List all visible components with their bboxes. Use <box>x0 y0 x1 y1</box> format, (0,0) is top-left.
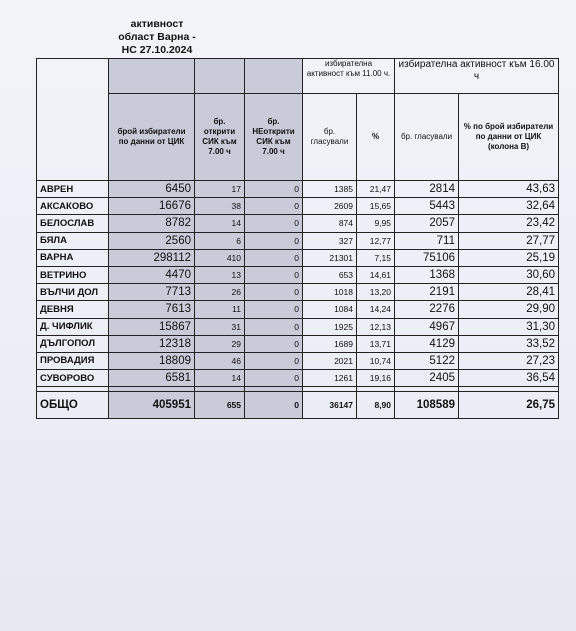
cell-voted-16: 711 <box>395 232 459 249</box>
cell-opened: 38 <box>195 198 245 215</box>
cell-not-opened: 0 <box>245 284 303 301</box>
cell-voted-11: 653 <box>303 266 357 283</box>
cell-opened: 6 <box>195 232 245 249</box>
cell-voted-11: 2609 <box>303 198 357 215</box>
table-row <box>37 335 559 352</box>
cell-opened: 14 <box>195 215 245 232</box>
cell-opened: 13 <box>195 266 245 283</box>
cell-voters: 18809 <box>109 352 195 369</box>
cell-opened: 26 <box>195 284 245 301</box>
header-row-sub <box>37 94 559 181</box>
header-name-cell <box>37 59 109 181</box>
cell-pct-11: 13,71 <box>357 335 395 352</box>
cell-not-opened: 0 <box>245 249 303 266</box>
total-pct-16: 26,75 <box>459 392 559 419</box>
cell-not-opened: 0 <box>245 266 303 283</box>
municipality-name: Д. ЧИФЛИК <box>37 318 109 335</box>
header-pct-16: % по брой избиратели по данни от ЦИК (колона В) <box>459 94 559 181</box>
total-voted-16: 108589 <box>395 392 459 419</box>
cell-voters: 4470 <box>109 266 195 283</box>
total-voted-11: 36147 <box>303 392 357 419</box>
cell-voted-16: 4967 <box>395 318 459 335</box>
cell-pct-11: 12,13 <box>357 318 395 335</box>
table-row <box>37 198 559 215</box>
cell-not-opened: 0 <box>245 181 303 198</box>
cell-pct-16: 29,90 <box>459 301 559 318</box>
cell-not-opened: 0 <box>245 232 303 249</box>
cell-voted-16: 1368 <box>395 266 459 283</box>
cell-voters: 7613 <box>109 301 195 318</box>
cell-not-opened: 0 <box>245 335 303 352</box>
title-line-1: активност <box>130 18 184 30</box>
cell-pct-16: 32,64 <box>459 198 559 215</box>
header-blank-1 <box>109 59 195 94</box>
municipality-name: ВЪЛЧИ ДОЛ <box>37 284 109 301</box>
document-title <box>92 18 222 57</box>
cell-voters: 2560 <box>109 232 195 249</box>
header-pct-11: % <box>357 94 395 181</box>
cell-voted-11: 1925 <box>303 318 357 335</box>
municipality-name: ВЕТРИНО <box>37 266 109 283</box>
cell-voted-16: 2276 <box>395 301 459 318</box>
cell-voted-11: 2021 <box>303 352 357 369</box>
cell-pct-11: 9,95 <box>357 215 395 232</box>
table-row <box>37 215 559 232</box>
cell-pct-11: 14,24 <box>357 301 395 318</box>
cell-opened: 31 <box>195 318 245 335</box>
table-row <box>37 249 559 266</box>
header-voters-cik: брой избиратели по данни от ЦИК <box>109 94 195 181</box>
table-row <box>37 318 559 335</box>
header-voted-16: бр. гласували <box>395 94 459 181</box>
total-row <box>37 392 559 419</box>
cell-pct-11: 12,77 <box>357 232 395 249</box>
cell-pct-16: 25,19 <box>459 249 559 266</box>
total-opened: 655 <box>195 392 245 419</box>
municipality-name: ВАРНА <box>37 249 109 266</box>
cell-pct-16: 33,52 <box>459 335 559 352</box>
cell-opened: 29 <box>195 335 245 352</box>
table-row <box>37 301 559 318</box>
header-blank-3 <box>245 59 303 94</box>
cell-voted-16: 2191 <box>395 284 459 301</box>
cell-not-opened: 0 <box>245 301 303 318</box>
turnout-table <box>36 58 559 419</box>
cell-voted-11: 1385 <box>303 181 357 198</box>
table-row <box>37 266 559 283</box>
cell-pct-16: 36,54 <box>459 370 559 387</box>
municipality-name: АВРЕН <box>37 181 109 198</box>
cell-voted-16: 4129 <box>395 335 459 352</box>
cell-voted-16: 5122 <box>395 352 459 369</box>
cell-pct-16: 27,23 <box>459 352 559 369</box>
cell-not-opened: 0 <box>245 318 303 335</box>
cell-voters: 16676 <box>109 198 195 215</box>
cell-voted-16: 2814 <box>395 181 459 198</box>
header-voted-11: бр. гласували <box>303 94 357 181</box>
cell-voters: 6581 <box>109 370 195 387</box>
cell-not-opened: 0 <box>245 215 303 232</box>
cell-voted-11: 21301 <box>303 249 357 266</box>
cell-voters: 6450 <box>109 181 195 198</box>
cell-opened: 11 <box>195 301 245 318</box>
cell-pct-11: 15,65 <box>357 198 395 215</box>
cell-voted-11: 1084 <box>303 301 357 318</box>
municipality-name: ПРОВАДИЯ <box>37 352 109 369</box>
cell-pct-16: 30,60 <box>459 266 559 283</box>
cell-not-opened: 0 <box>245 370 303 387</box>
cell-pct-11: 13,20 <box>357 284 395 301</box>
municipality-name: СУВОРОВО <box>37 370 109 387</box>
cell-voters: 8782 <box>109 215 195 232</box>
table-row <box>37 352 559 369</box>
table-row <box>37 232 559 249</box>
municipality-name: ДЪЛГОПОЛ <box>37 335 109 352</box>
cell-pct-11: 7,15 <box>357 249 395 266</box>
cell-opened: 14 <box>195 370 245 387</box>
total-not-opened: 0 <box>245 392 303 419</box>
cell-pct-16: 23,42 <box>459 215 559 232</box>
cell-opened: 410 <box>195 249 245 266</box>
table-row <box>37 284 559 301</box>
title-line-2: област Варна - <box>118 31 196 43</box>
header-turnout-11: избирателна активност към 11.00 ч. <box>303 59 395 94</box>
municipality-name: АКСАКОВО <box>37 198 109 215</box>
total-label: ОБЩО <box>37 392 109 419</box>
cell-pct-11: 21,47 <box>357 181 395 198</box>
header-row-top <box>37 59 559 94</box>
cell-not-opened: 0 <box>245 198 303 215</box>
cell-voted-11: 1261 <box>303 370 357 387</box>
cell-voted-11: 1689 <box>303 335 357 352</box>
cell-pct-16: 27,77 <box>459 232 559 249</box>
cell-voted-11: 874 <box>303 215 357 232</box>
municipality-name: ДЕВНЯ <box>37 301 109 318</box>
cell-voters: 298112 <box>109 249 195 266</box>
total-voters: 405951 <box>109 392 195 419</box>
cell-pct-11: 10,74 <box>357 352 395 369</box>
total-pct-11: 8,90 <box>357 392 395 419</box>
cell-pct-11: 19,16 <box>357 370 395 387</box>
cell-voted-16: 2405 <box>395 370 459 387</box>
cell-voted-16: 75106 <box>395 249 459 266</box>
cell-voted-11: 1018 <box>303 284 357 301</box>
cell-voters: 12318 <box>109 335 195 352</box>
municipality-name: БЕЛОСЛАВ <box>37 215 109 232</box>
cell-pct-16: 31,30 <box>459 318 559 335</box>
cell-not-opened: 0 <box>245 352 303 369</box>
cell-voters: 7713 <box>109 284 195 301</box>
title-line-3: НС 27.10.2024 <box>121 44 193 56</box>
cell-pct-16: 28,41 <box>459 284 559 301</box>
header-not-opened-sik: бр. НЕоткрити СИК към 7.00 ч <box>245 94 303 181</box>
cell-pct-16: 43,63 <box>459 181 559 198</box>
header-opened-sik: бр. открити СИК към 7.00 ч <box>195 94 245 181</box>
header-turnout-16: избирателна активност към 16.00 ч <box>395 59 559 94</box>
cell-voted-16: 2057 <box>395 215 459 232</box>
cell-voters: 15867 <box>109 318 195 335</box>
cell-voted-16: 5443 <box>395 198 459 215</box>
cell-voted-11: 327 <box>303 232 357 249</box>
cell-opened: 46 <box>195 352 245 369</box>
municipality-name: БЯЛА <box>37 232 109 249</box>
table-row <box>37 370 559 387</box>
header-blank-2 <box>195 59 245 94</box>
cell-pct-11: 14,61 <box>357 266 395 283</box>
cell-opened: 17 <box>195 181 245 198</box>
table-row <box>37 181 559 198</box>
